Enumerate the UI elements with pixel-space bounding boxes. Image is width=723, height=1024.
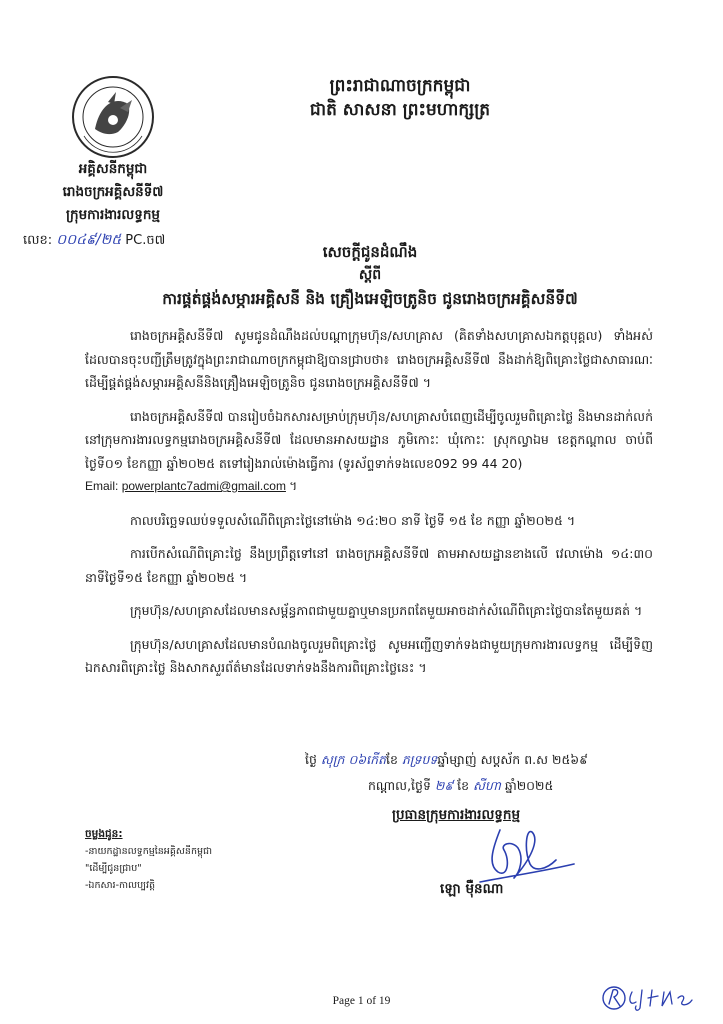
paragraph-contact: ក្រុមហ៊ុន/សហគ្រាសដែលមានបំណងចូលរួមពិគ្រោះថ្លៃ សូមអញ្ជើញទាក់ទងជាមួយក្រុមការងារលទ្ធកម្ម ដើម្បីទិញឯកសារពិគ្រោះថ្លៃ និងសាកសួរព័ត៌មានដែលទាក់ទងនឹងការពិគ្រោះថ្លៃនេះ ។ xyxy=(85,636,653,675)
title-line-1: សេចក្តីជូនដំណឹង xyxy=(322,243,418,261)
signer-title: ប្រធានក្រុមការងារលទ្ធកម្ម xyxy=(392,807,521,823)
lunar-suffix: ឆ្នាំម្សាញ់ សប្តស័ក ព.ស ២៥៦៩ xyxy=(437,752,589,767)
paragraph-documents: រោងចក្រអគ្គិសនីទី៧ បានរៀបចំឯកសារសម្រាប់ក្រុមហ៊ុន/សហគ្រាសបំពេញដើម្បីចូលរួមពិគ្រោះថ្លៃ និងមានដាក់លក់នៅក្រុមការងារលទ្ធកម្មរោងចក្រអគ្គិសនីទី៧ ដែលមានអាសយដ្ឋាន ភូមិកោះៈ ឃុំកោះៈ ស្រុកល្វាឯម ខេត្តកណ្តាល ចាប់ពីថ្ងៃទី០១ ខែកញ្ញា ឆ្នាំ២០២៥ តទៅរៀងរាល់ម៉ោងធ្វើការ (ទូរស័ព្ទទាក់ទងលេខ092 99 44 20) xyxy=(85,408,653,471)
lunar-prefix: ថ្ងៃ xyxy=(305,752,317,767)
lunar-date xyxy=(305,752,588,771)
solar-year: ឆ្នាំ២០២៥ xyxy=(504,778,554,793)
solar-place: កណ្តាល,ថ្ងៃទី xyxy=(368,778,431,793)
solar-date xyxy=(368,778,553,797)
paragraph-intro: រោងចក្រអគ្គិសនីទី៧ សូមជូនដំណឹងដល់បណ្តាក្រុមហ៊ុន/សហគ្រាស (គិតទាំងសហគ្រាសឯកត្តបុគ្គល) ទាំងអស់ដែលបានចុះបញ្ជីត្រឹមត្រូវក្នុងព្រះរាជាណាចក្រកម្ពុជាឱ្យបានជ្រាបថា៖ រោងចក្រអគ្គិសនីទី៧ នឹងដាក់ឱ្យពិគ្រោះថ្លៃជាសាធារណៈដើម្បីផ្គត់ផ្គង់សម្ភារអគ្គិសនីនិងគ្រឿងអេឡិចត្រូនិច ជូនរោងចក្រអគ្គិសនីទី៧ ។ xyxy=(85,328,653,390)
org-team: ក្រុមការងារលទ្ធកម្ម xyxy=(66,207,160,223)
kingdom-header xyxy=(230,74,570,122)
email-label: Email: xyxy=(85,479,119,493)
paragraph-opening: ការបើកសំណើពិគ្រោះថ្លៃ នឹងប្រព្រឹត្តទៅនៅ រោងចក្រអគ្គិសនីទី៧ តាមអាសយដ្ឋានខាងលើ វេលាម៉ោង ១៤:៣០ នាទីថ្ងៃទី១៥ ខែកញ្ញា ឆ្នាំ២០២៥ ។ xyxy=(85,546,653,585)
motto-line: ជាតិ សាសនា ព្រះមហាក្សត្រ xyxy=(309,100,491,120)
org-plant: រោងចក្រអគ្គិសនីទី៧ xyxy=(62,184,164,200)
ref-label: លេខ: xyxy=(23,233,53,248)
edc-logo xyxy=(70,74,156,160)
notice-body xyxy=(85,324,653,690)
signer-name: ឡោ ម៉ឺនណា xyxy=(440,881,504,897)
kingdom-line: ព្រះរាជាណាចក្រកម្ពុជា xyxy=(329,76,471,96)
page-number: Page 1 of 19 xyxy=(332,995,391,1007)
paragraph-single-bid: ក្រុមហ៊ុន/សហគ្រាសដែលមានសម្ព័ន្ធភាពជាមួយគ្នាឬមានប្រភពតែមួយអាចដាក់សំណើពិគ្រោះថ្លៃបានតែមួយគត់ ។ xyxy=(130,603,643,618)
cc-note: "ដើម្បីជូនជ្រាប" xyxy=(85,863,142,874)
solar-month-label: ខែ xyxy=(457,778,470,793)
email-line xyxy=(85,475,653,499)
ref-number-handwritten: ០០៤៩/២៥ xyxy=(56,232,122,248)
cc-list xyxy=(85,826,212,894)
cc-item: -នាយកដ្ឋានលទ្ធកម្មនៃអគ្គិសនីកម្ពុជា xyxy=(85,846,213,857)
title-line-3: ការផ្គត់ផ្គង់សម្ភារអគ្គិសនី និង គ្រឿងអេឡិចត្រូនិច ជូនរោងចក្រអគ្គិសនីទី៧ xyxy=(162,290,578,308)
cc-item: -ឯកសារ-កាលប្បវត្តិ xyxy=(85,880,155,891)
paragraph-deadline: កាលបរិច្ឆេទឈប់ទទួលសំណើពិគ្រោះថ្លៃនៅម៉ោង ១៤:២០ នាទី ថ្ងៃទី ១៥ ខែ កញ្ញា ឆ្នាំ២០២៥ ។ xyxy=(130,512,576,528)
solar-day: ២៩ xyxy=(434,778,454,793)
lunar-month-label: ខែ xyxy=(385,752,398,767)
lunar-month: ភទ្របទ xyxy=(401,752,438,767)
initials-stamp xyxy=(600,980,710,1014)
lunar-weekday: សុក្រ xyxy=(320,752,345,767)
organization-block xyxy=(28,158,198,227)
title-line-2: ស្តីពី xyxy=(358,267,382,283)
cc-title: ចម្លងជូន: xyxy=(85,828,123,840)
org-name: អគ្គិសនីកម្ពុជា xyxy=(78,161,148,177)
lunar-day: ០៦កើត xyxy=(348,752,386,767)
email-link[interactable]: powerplantc7admi@gmail.com xyxy=(121,479,286,493)
notice-title xyxy=(90,240,650,312)
email-end: ។ xyxy=(289,479,298,493)
solar-month: សីហា xyxy=(473,778,501,793)
ref-suffix: PC.ច៧ xyxy=(125,233,166,248)
